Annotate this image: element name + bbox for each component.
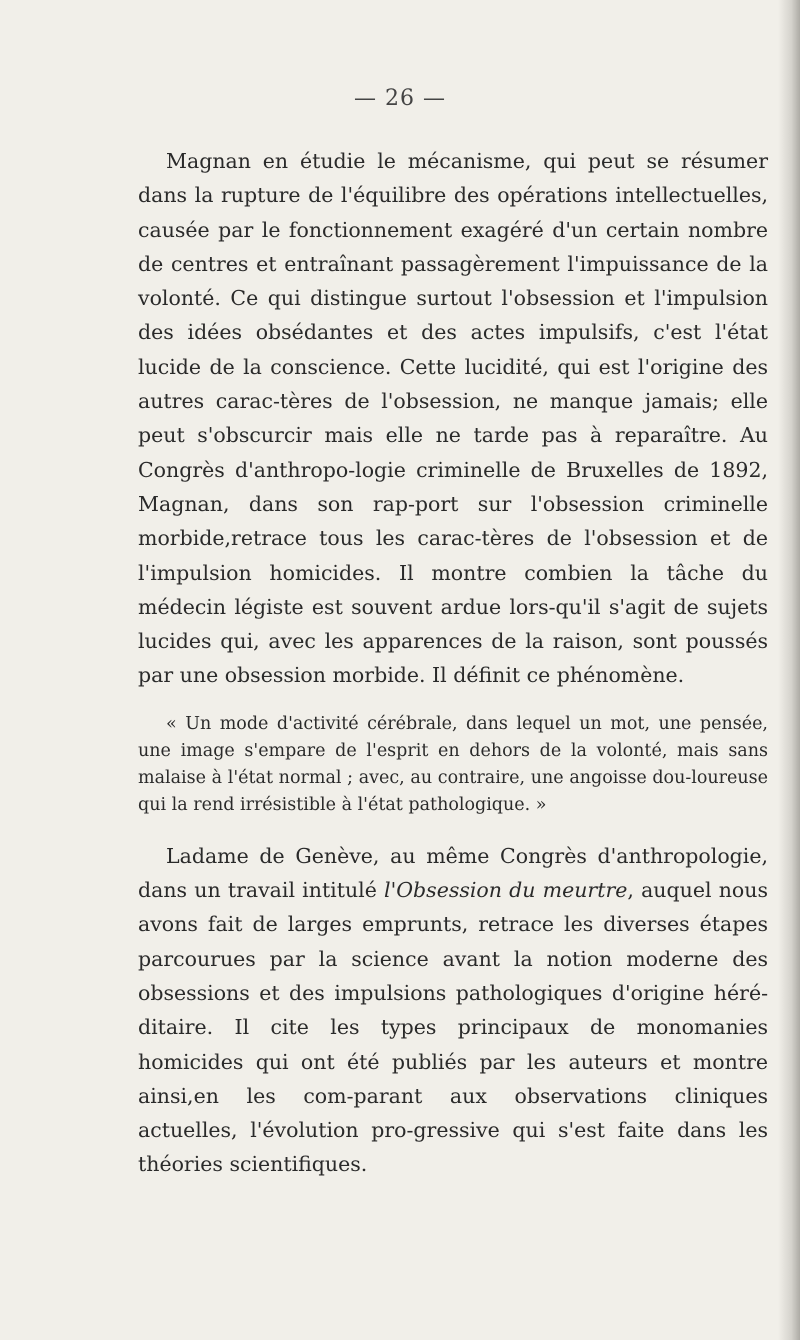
work-title-italic: l'Obsession du meurtre (384, 878, 628, 903)
text-body (138, 144, 768, 1182)
block-quote-definition: « Un mode d'activité cérébrale, dans lequel un mot, une pensée, une image s'empare de l'esprit en dehors de la volonté, mais sans malaise à l'état normal ; avec, au contraire, une angoisse dou-loureuse qui la rend irrésistible à l'état pathologique. » (138, 713, 768, 815)
paragraph-ladame (138, 839, 768, 1182)
page-number: — 26 — (354, 86, 446, 111)
paragraph-ladame-text-start: Ladame de Genève, au même Congrès d'anthropologie, dans un travail intitulé (138, 843, 768, 903)
paragraph-ladame-text-end: , auquel nous avons fait de larges emprunts, retrace les diverses étapes parcourues par la science avant la notion moderne des obsessions et des impulsions pathologiques d'origine héré-ditaire. Il cite les types principaux de monomanies homicides qui ont été publiés par les auteurs et montre ainsi,en les com-parant aux observations cliniques actuelles, l'évolution pro-gressive qui s'est faite dans les théories scientifiques. (138, 878, 768, 1177)
page-edge-shadow (778, 0, 800, 1340)
paragraph-magnan: Magnan en étudie le mécanisme, qui peut se résumer dans la rupture de l'équilibre des opérations intellectuelles, causée par le fonctionnement exagéré d'un certain nombre de centres et entraînant passagèrement l'impuissance de la volonté. Ce qui distingue surtout l'obsession et l'impulsion des idées obsédantes et des actes impulsifs, c'est l'état lucide de la conscience. Cette lucidité, qui est l'origine des autres carac-tères de l'obsession, ne manque jamais; elle peut s'obscurcir mais elle ne tarde pas à reparaître. Au Congrès d'anthropo-logie criminelle de Bruxelles de 1892, Magnan, dans son rap-port sur l'obsession criminelle morbide,retrace tous les carac-tères de l'obsession et de l'impulsion homicides. Il montre combien la tâche du médecin légiste est souvent ardue lors-qu'il s'agit de sujets lucides qui, avec les apparences de la raison, sont poussés par une obsession morbide. Il définit ce phénomène. (138, 149, 768, 688)
